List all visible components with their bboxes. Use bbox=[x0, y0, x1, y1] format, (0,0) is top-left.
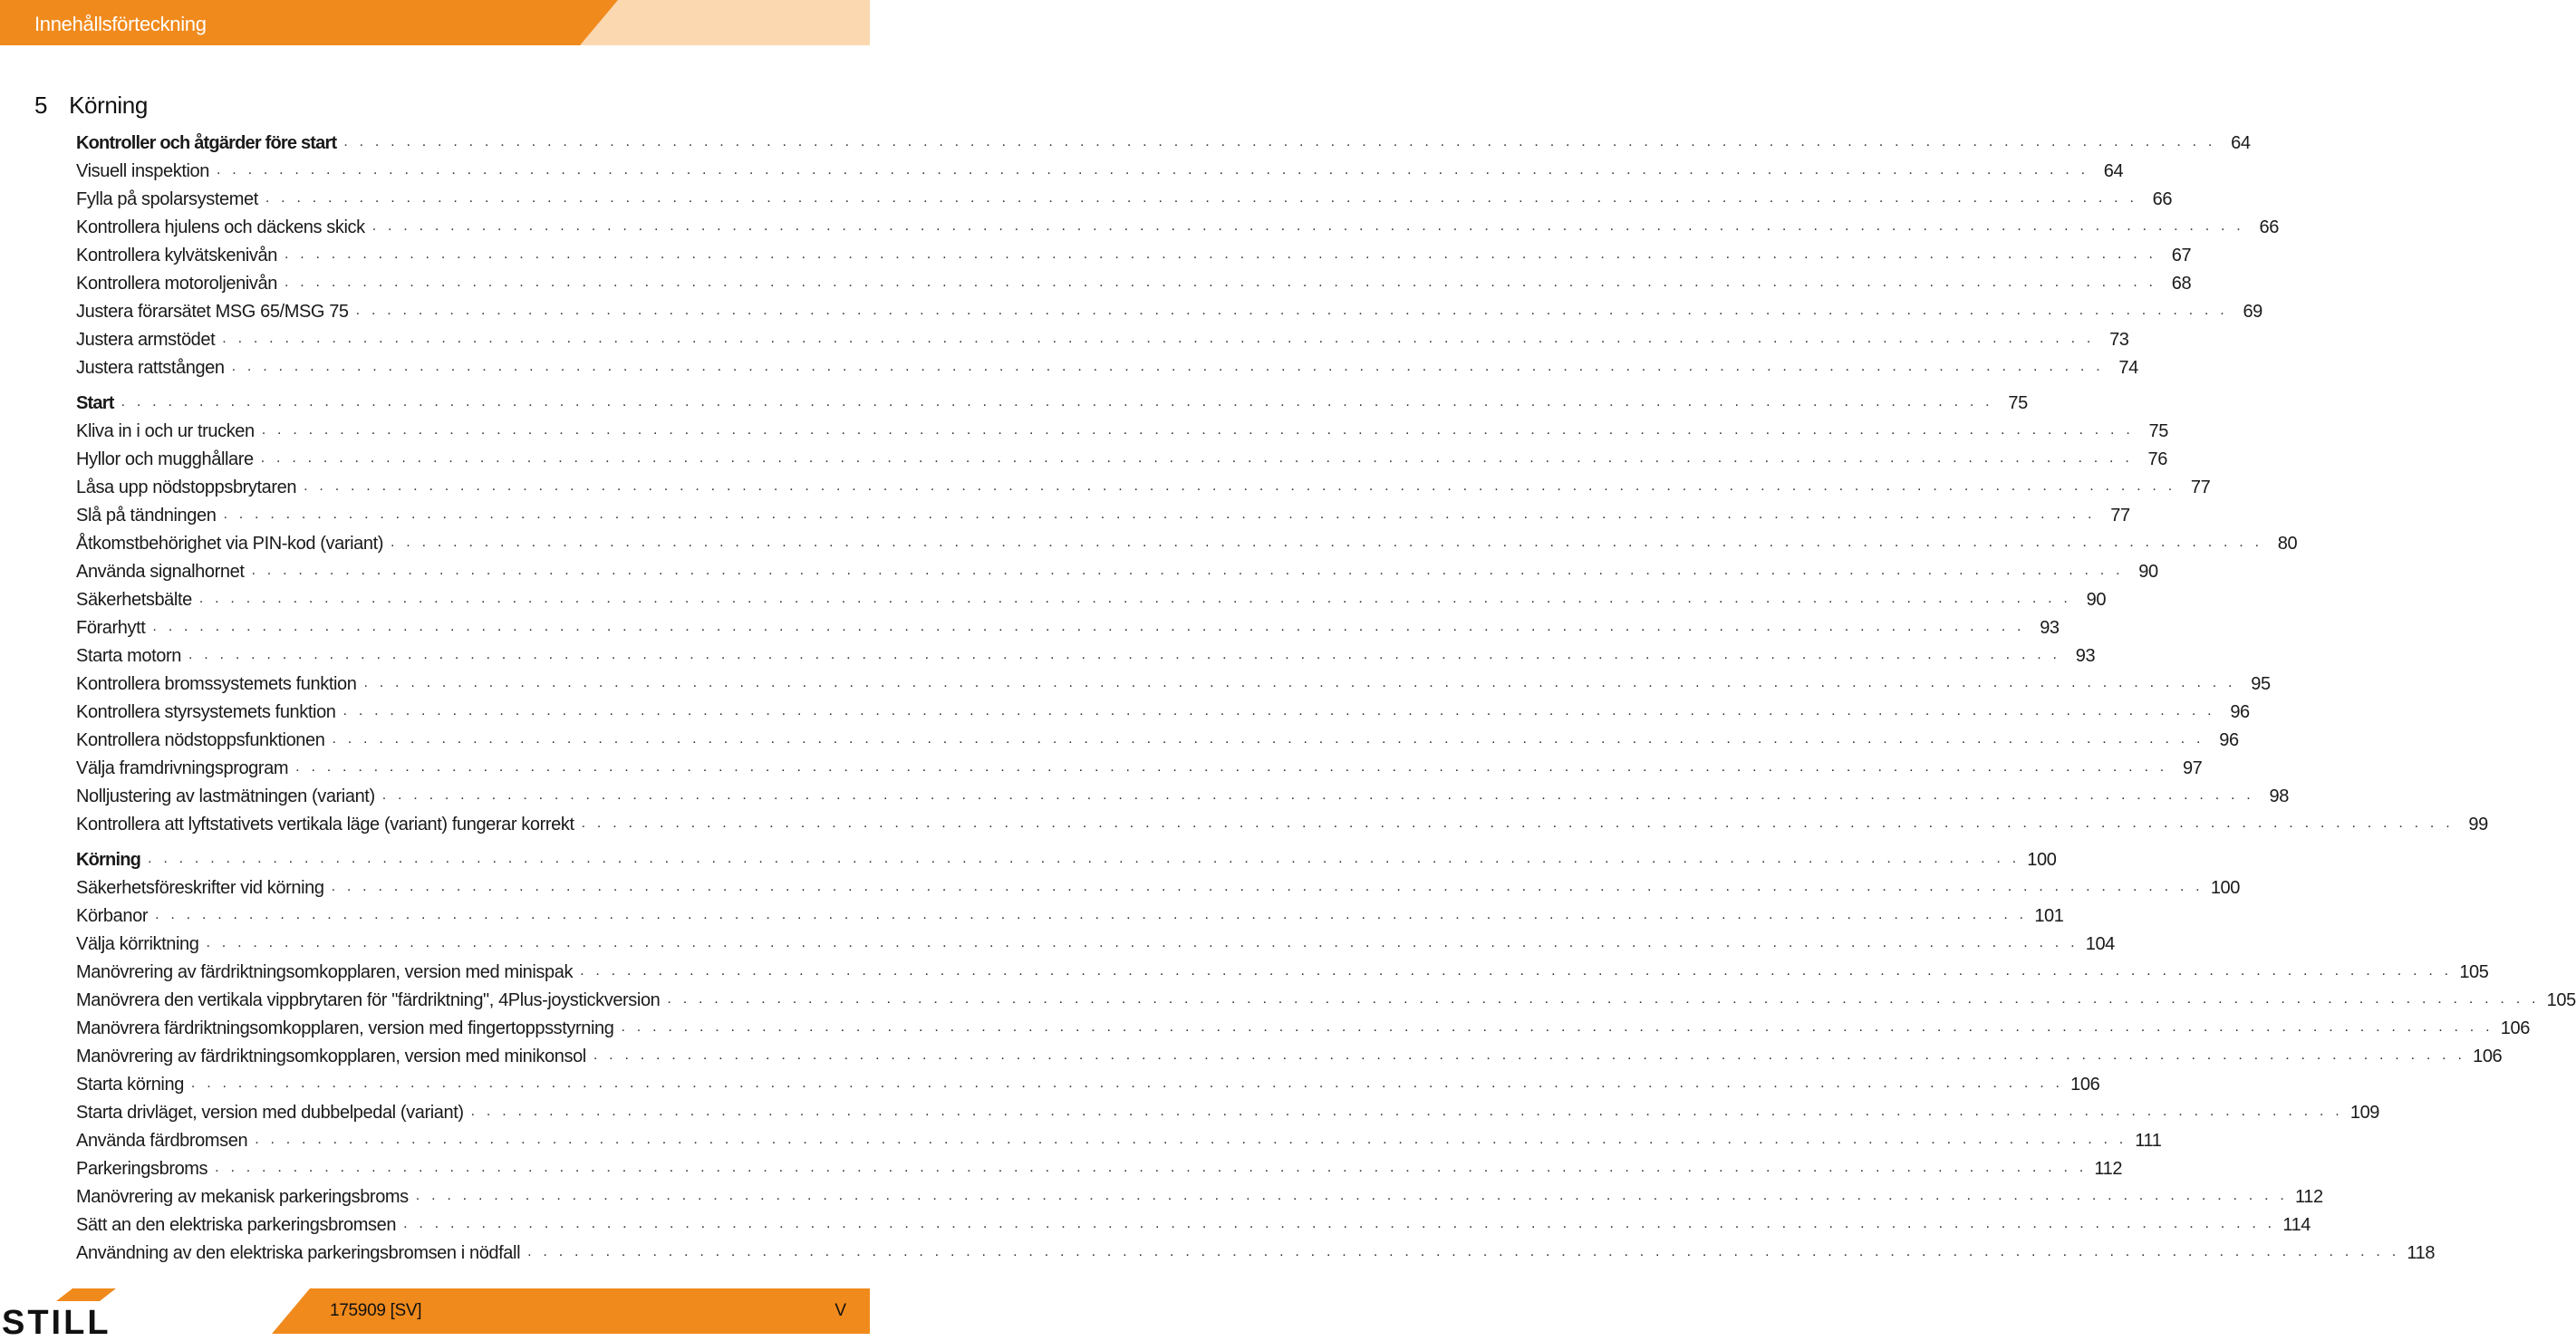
toc-entry-title: Hyllor och mugghållare bbox=[76, 449, 254, 469]
toc-entry[interactable] bbox=[76, 699, 2250, 727]
toc-section bbox=[76, 390, 2488, 839]
toc-entry-page: 90 bbox=[2086, 590, 2107, 610]
toc-entry-page: 75 bbox=[2148, 421, 2168, 441]
dot-leader: . . . . . . . . . . . . . . . . . . . . . . . . . . . . . . . . . . . . . . . . . . . . . . . . . . . . . . . . . . . . . . . . . . . . . . . . . . . . . . . . . . . . . . . . . . . . . . . . . . . . . . . . . . . . . . . . . . . . . . . . bbox=[188, 647, 2061, 662]
toc-entry-page: 76 bbox=[2147, 449, 2167, 469]
toc-entry-title: Säkerhetsbälte bbox=[76, 590, 192, 610]
toc-entry-page: 64 bbox=[2231, 133, 2251, 153]
toc-entry-title: Kontrollera att lyftstativets vertikala läge (variant) fungerar korrekt bbox=[76, 815, 574, 835]
page-number: V bbox=[835, 1301, 846, 1320]
toc-entry[interactable] bbox=[76, 502, 2130, 530]
dot-leader: . . . . . . . . . . . . . . . . . . . . . . . . . . . . . . . . . . . . . . . . . . . . . . . . . . . . . . . . . . . . . . . . . . . . . . . . . . . . . . . . . . . . . . . . . . . . . . . . . . . . . . . . . . . . . . . . . . . . . . . . bbox=[190, 1076, 2064, 1091]
dot-leader: . . . . . . . . . . . . . . . . . . . . . . . . . . . . . . . . . . . . . . . . . . . . . . . . . . . . . . . . . . . . . . . . . . . . . . . . . . . . . . . . . . . . . . . . . . . . . . . . . . . . . . . . . . . . . . . . . . . . . . . . bbox=[215, 1160, 2088, 1175]
toc-entry-page: 93 bbox=[2040, 618, 2060, 638]
toc-section-heading[interactable] bbox=[76, 390, 2028, 418]
toc-entry[interactable] bbox=[76, 1015, 2530, 1043]
dot-leader: . . . . . . . . . . . . . . . . . . . . . . . . . . . . . . . . . . . . . . . . . . . . . . . . . . . . . . . . . . . . . . . . . . . . . . . . . . . . . . . . . . . . . . . . . . . . . . . . . . . . . . . . . . . . . . . . . . . . . . . . bbox=[343, 134, 2216, 150]
dot-leader: . . . . . . . . . . . . . . . . . . . . . . . . . . . . . . . . . . . . . . . . . . . . . . . . . . . . . . . . . . . . . . . . . . . . . . . . . . . . . . . . . . . . . . . . . . . . . . . . . . . . . . . . . . . . . . . . . . . . . . . . bbox=[355, 303, 2228, 318]
dot-leader: . . . . . . . . . . . . . . . . . . . . . . . . . . . . . . . . . . . . . . . . . . . . . . . . . . . . . . . . . . . . . . . . . . . . . . . . . . . . . . . . . . . . . . . . . . . . . . . . . . . . . . . . . . . . . . . . . . . . . . . . bbox=[222, 331, 2095, 346]
toc-entry-title: Välja körriktning bbox=[76, 934, 199, 954]
toc-entry-title: Kliva in i och ur trucken bbox=[76, 421, 255, 441]
dot-leader: . . . . . . . . . . . . . . . . . . . . . . . . . . . . . . . . . . . . . . . . . . . . . . . . . . . . . . . . . . . . . . . . . . . . . . . . . . . . . . . . . . . . . . . . . . . . . . . . . . . . . . . . . . . . . . . . . . . . . . . . bbox=[206, 935, 2079, 950]
dot-leader: . . . . . . . . . . . . . . . . . . . . . . . . . . . . . . . . . . . . . . . . . . . . . . . . . . . . . . . . . . . . . . . . . . . . . . . . . . . . . . . . . . . . . . . . . . . . . . . . . . . . . . . . . . . . . . . . . . . . . . . . bbox=[363, 675, 2236, 690]
dot-leader: . . . . . . . . . . . . . . . . . . . . . . . . . . . . . . . . . . . . . . . . . . . . . . . . . . . . . . . . . . . . . . . . . . . . . . . . . . . . . . . . . . . . . . . . . . . . . . . . . . . . . . . . . . . . . . . . . . . . . . . . bbox=[265, 190, 2138, 206]
dot-leader: . . . . . . . . . . . . . . . . . . . . . . . . . . . . . . . . . . . . . . . . . . . . . . . . . . . . . . . . . . . . . . . . . . . . . . . . . . . . . . . . . . . . . . . . . . . . . . . . . . . . . . . . . . . . . . . . . . . . . . . . bbox=[284, 246, 2157, 262]
dot-leader: . . . . . . . . . . . . . . . . . . . . . . . . . . . . . . . . . . . . . . . . . . . . . . . . . . . . . . . . . . . . . . . . . . . . . . . . . . . . . . . . . . . . . . . . . . . . . . . . . . . . . . . . . . . . . . . . . . . . . . . . bbox=[261, 422, 2134, 438]
toc-entry-page: 111 bbox=[2135, 1131, 2162, 1151]
dot-leader: . . . . . . . . . . . . . . . . . . . . . . . . . . . . . . . . . . . . . . . . . . . . . . . . . . . . . . . . . . . . . . . . . . . . . . . . . . . . . . . . . . . . . . . . . . . . . . . . . . . . . . . . . . . . . . . . . . . . . . . . bbox=[580, 963, 2453, 979]
toc-entry[interactable] bbox=[76, 727, 2239, 755]
toc-entry[interactable] bbox=[76, 186, 2173, 214]
brand-text: STILL bbox=[2, 1304, 111, 1341]
toc-entry-page: 105 bbox=[2459, 962, 2489, 982]
dot-leader: . . . . . . . . . . . . . . . . . . . . . . . . . . . . . . . . . . . . . . . . . . . . . . . . . . . . . . . . . . . . . . . . . . . . . . . . . . . . . . . . . . . . . . . . . . . . . . . . . . . . . . . . . . . . . . . . . . . . . . . . bbox=[343, 703, 2215, 719]
toc-entry-title: Nolljustering av lastmätningen (variant) bbox=[76, 786, 375, 806]
toc-entry-title: Välja framdrivningsprogram bbox=[76, 758, 289, 778]
toc-entry[interactable] bbox=[76, 586, 2107, 614]
toc-entry[interactable] bbox=[76, 811, 2488, 839]
table-of-contents bbox=[76, 130, 2576, 1275]
dot-leader: . . . . . . . . . . . . . . . . . . . . . . . . . . . . . . . . . . . . . . . . . . . . . . . . . . . . . . . . . . . . . . . . . . . . . . . . . . . . . . . . . . . . . . . . . . . . . . . . . . . . . . . . . . . . . . . . . . . . . . . . bbox=[121, 394, 1993, 410]
toc-entry-title: Kontrollera hjulens och däckens skick bbox=[76, 217, 365, 237]
toc-entry-title: Säkerhetsföreskrifter vid körning bbox=[76, 878, 324, 898]
toc-entry-title: Använda signalhornet bbox=[76, 562, 245, 582]
toc-entry[interactable] bbox=[76, 474, 2211, 502]
page-title: Innehållsförteckning bbox=[34, 13, 207, 35]
toc-entry-page: 67 bbox=[2171, 246, 2192, 265]
toc-entry-page: 96 bbox=[2219, 730, 2239, 750]
toc-entry[interactable] bbox=[76, 755, 2203, 783]
chapter-heading bbox=[34, 92, 148, 120]
toc-section bbox=[76, 130, 2279, 382]
dot-leader: . . . . . . . . . . . . . . . . . . . . . . . . . . . . . . . . . . . . . . . . . . . . . . . . . . . . . . . . . . . . . . . . . . . . . . . . . . . . . . . . . . . . . . . . . . . . . . . . . . . . . . . . . . . . . . . . . . . . . . . . bbox=[371, 218, 2244, 234]
dot-leader: . . . . . . . . . . . . . . . . . . . . . . . . . . . . . . . . . . . . . . . . . . . . . . . . . . . . . . . . . . . . . . . . . . . . . . . . . . . . . . . . . . . . . . . . . . . . . . . . . . . . . . . . . . . . . . . . . . . . . . . . bbox=[295, 759, 2168, 775]
toc-entry-title: Förarhytt bbox=[76, 618, 146, 638]
toc-entry-title: Slå på tändningen bbox=[76, 506, 217, 526]
toc-entry[interactable] bbox=[76, 530, 2298, 558]
toc-entry[interactable] bbox=[76, 902, 2064, 931]
dot-leader: . . . . . . . . . . . . . . . . . . . . . . . . . . . . . . . . . . . . . . . . . . . . . . . . . . . . . . . . . . . . . . . . . . . . . . . . . . . . . . . . . . . . . . . . . . . . . . . . . . . . . . . . . . . . . . . . . . . . . . . . bbox=[593, 1047, 2466, 1063]
toc-entry[interactable] bbox=[76, 874, 2240, 902]
toc-entry-page: 66 bbox=[2152, 189, 2173, 209]
toc-entry[interactable] bbox=[76, 642, 2096, 670]
toc-entry-title: Manövrera den vertikala vippbrytaren för "färdriktning", 4Plus-joystickversion bbox=[76, 990, 661, 1010]
toc-entry-page: 69 bbox=[2243, 302, 2262, 322]
toc-entry-title: Justera armstödet bbox=[76, 330, 216, 350]
dot-leader: . . . . . . . . . . . . . . . . . . . . . . . . . . . . . . . . . . . . . . . . . . . . . . . . . . . . . . . . . . . . . . . . . . . . . . . . . . . . . . . . . . . . . . . . . . . . . . . . . . . . . . . . . . . . . . . . . . . . . . . . bbox=[304, 478, 2176, 494]
toc-entry[interactable] bbox=[76, 614, 2060, 642]
dot-leader: . . . . . . . . . . . . . . . . . . . . . . . . . . . . . . . . . . . . . . . . . . . . . . . . . . . . . . . . . . . . . . . . . . . . . . . . . . . . . . . . . . . . . . . . . . . . . . . . . . . . . . . . . . . . . . . . . . . . . . . . bbox=[527, 1244, 2400, 1259]
toc-entry[interactable] bbox=[76, 446, 2167, 474]
chapter-number: 5 bbox=[34, 92, 48, 119]
toc-entry-page: 93 bbox=[2075, 646, 2096, 666]
toc-entry[interactable] bbox=[76, 670, 2271, 699]
dot-leader: . . . . . . . . . . . . . . . . . . . . . . . . . . . . . . . . . . . . . . . . . . . . . . . . . . . . . . . . . . . . . . . . . . . . . . . . . . . . . . . . . . . . . . . . . . . . . . . . . . . . . . . . . . . . . . . . . . . . . . . . bbox=[332, 731, 2205, 747]
toc-entry-title: Kontrollera kylvätskenivån bbox=[76, 246, 277, 265]
toc-entry[interactable] bbox=[76, 959, 2489, 987]
toc-entry[interactable] bbox=[76, 158, 2124, 186]
dot-leader: . . . . . . . . . . . . . . . . . . . . . . . . . . . . . . . . . . . . . . . . . . . . . . . . . . . . . . . . . . . . . . . . . . . . . . . . . . . . . . . . . . . . . . . . . . . . . . . . . . . . . . . . . . . . . . . . . . . . . . . . bbox=[391, 535, 2263, 550]
dot-leader: . . . . . . . . . . . . . . . . . . . . . . . . . . . . . . . . . . . . . . . . . . . . . . . . . . . . . . . . . . . . . . . . . . . . . . . . . . . . . . . . . . . . . . . . . . . . . . . . . . . . . . . . . . . . . . . . . . . . . . . . bbox=[198, 591, 2072, 606]
toc-entry[interactable] bbox=[76, 1211, 2311, 1240]
toc-entry[interactable] bbox=[76, 987, 2576, 1015]
dot-leader: . . . . . . . . . . . . . . . . . . . . . . . . . . . . . . . . . . . . . . . . . . . . . . . . . . . . . . . . . . . . . . . . . . . . . . . . . . . . . . . . . . . . . . . . . . . . . . . . . . . . . . . . . . . . . . . . . . . . . . . . bbox=[152, 619, 2025, 634]
toc-entry-title: Manövrering av mekanisk parkeringsbroms bbox=[76, 1187, 409, 1207]
toc-entry-page: 105 bbox=[2546, 990, 2576, 1010]
toc-entry-title: Körbanor bbox=[76, 906, 149, 926]
toc-entry-title: Använda färdbromsen bbox=[76, 1131, 248, 1151]
toc-entry-page: 74 bbox=[2118, 358, 2138, 378]
toc-entry-page: 90 bbox=[2138, 562, 2158, 582]
toc-entry-page: 114 bbox=[2282, 1215, 2311, 1235]
toc-entry-title: Manövrering av färdriktningsomkopplaren, version med minispak bbox=[76, 962, 574, 982]
toc-entry-page: 95 bbox=[2251, 674, 2271, 694]
toc-entry-title: Starta motorn bbox=[76, 646, 181, 666]
toc-entry-title: Kontrollera bromssystemets funktion bbox=[76, 674, 357, 694]
dot-leader: . . . . . . . . . . . . . . . . . . . . . . . . . . . . . . . . . . . . . . . . . . . . . . . . . . . . . . . . . . . . . . . . . . . . . . . . . . . . . . . . . . . . . . . . . . . . . . . . . . . . . . . . . . . . . . . . . . . . . . . . bbox=[667, 991, 2540, 1007]
dot-leader: . . . . . . . . . . . . . . . . . . . . . . . . . . . . . . . . . . . . . . . . . . . . . . . . . . . . . . . . . . . . . . . . . . . . . . . . . . . . . . . . . . . . . . . . . . . . . . . . . . . . . . . . . . . . . . . . . . . . . . . . bbox=[415, 1188, 2289, 1203]
toc-entry-title: Visuell inspektion bbox=[76, 161, 209, 181]
dot-leader: . . . . . . . . . . . . . . . . . . . . . . . . . . . . . . . . . . . . . . . . . . . . . . . . . . . . . . . . . . . . . . . . . . . . . . . . . . . . . . . . . . . . . . . . . . . . . . . . . . . . . . . . . . . . . . . . . . . . . . . . bbox=[331, 879, 2204, 894]
chapter-title: Körning bbox=[69, 92, 148, 119]
toc-entry[interactable] bbox=[76, 1099, 2380, 1127]
toc-entry-page: 68 bbox=[2171, 274, 2192, 294]
dot-leader: . . . . . . . . . . . . . . . . . . . . . . . . . . . . . . . . . . . . . . . . . . . . . . . . . . . . . . . . . . . . . . . . . . . . . . . . . . . . . . . . . . . . . . . . . . . . . . . . . . . . . . . . . . . . . . . . . . . . . . . . bbox=[223, 506, 2096, 522]
toc-entry-page: 106 bbox=[2070, 1075, 2100, 1095]
toc-entry-page: 96 bbox=[2230, 702, 2250, 722]
toc-section-heading[interactable] bbox=[76, 130, 2251, 158]
toc-entry-title: Start bbox=[76, 393, 114, 413]
toc-entry-page: 77 bbox=[2110, 506, 2130, 526]
toc-entry-title: Kontroller och åtgärder före start bbox=[76, 133, 337, 153]
dot-leader: . . . . . . . . . . . . . . . . . . . . . . . . . . . . . . . . . . . . . . . . . . . . . . . . . . . . . . . . . . . . . . . . . . . . . . . . . . . . . . . . . . . . . . . . . . . . . . . . . . . . . . . . . . . . . . . . . . . . . . . . bbox=[231, 359, 2104, 374]
toc-entry-page: 112 bbox=[2295, 1187, 2323, 1207]
toc-entry-title: Sätt an den elektriska parkeringsbromsen bbox=[76, 1215, 397, 1235]
toc-entry-page: 75 bbox=[2008, 393, 2028, 413]
dot-leader: . . . . . . . . . . . . . . . . . . . . . . . . . . . . . . . . . . . . . . . . . . . . . . . . . . . . . . . . . . . . . . . . . . . . . . . . . . . . . . . . . . . . . . . . . . . . . . . . . . . . . . . . . . . . . . . . . . . . . . . . bbox=[284, 275, 2157, 290]
toc-entry-page: 100 bbox=[2210, 878, 2240, 898]
toc-section bbox=[76, 846, 2576, 1268]
toc-entry[interactable] bbox=[76, 1071, 2100, 1099]
toc-entry[interactable] bbox=[76, 242, 2192, 270]
toc-section-heading[interactable] bbox=[76, 846, 2057, 874]
still-logo bbox=[0, 1288, 163, 1341]
dot-leader: . . . . . . . . . . . . . . . . . . . . . . . . . . . . . . . . . . . . . . . . . . . . . . . . . . . . . . . . . . . . . . . . . . . . . . . . . . . . . . . . . . . . . . . . . . . . . . . . . . . . . . . . . . . . . . . . . . . . . . . . bbox=[581, 815, 2454, 831]
toc-entry-page: 104 bbox=[2085, 934, 2115, 954]
toc-entry[interactable] bbox=[76, 418, 2168, 446]
toc-entry-page: 100 bbox=[2027, 850, 2057, 870]
dot-leader: . . . . . . . . . . . . . . . . . . . . . . . . . . . . . . . . . . . . . . . . . . . . . . . . . . . . . . . . . . . . . . . . . . . . . . . . . . . . . . . . . . . . . . . . . . . . . . . . . . . . . . . . . . . . . . . . . . . . . . . . bbox=[216, 162, 2089, 178]
toc-entry-title: Kontrollera motoroljenivån bbox=[76, 274, 277, 294]
toc-entry-page: 106 bbox=[2500, 1018, 2530, 1038]
dot-leader: . . . . . . . . . . . . . . . . . . . . . . . . . . . . . . . . . . . . . . . . . . . . . . . . . . . . . . . . . . . . . . . . . . . . . . . . . . . . . . . . . . . . . . . . . . . . . . . . . . . . . . . . . . . . . . . . . . . . . . . . bbox=[621, 1019, 2494, 1035]
toc-entry-page: 66 bbox=[2259, 217, 2279, 237]
toc-entry-page: 109 bbox=[2349, 1103, 2380, 1123]
document-number: 175909 [SV] bbox=[330, 1301, 422, 1320]
toc-entry[interactable] bbox=[76, 270, 2192, 298]
dot-leader: . . . . . . . . . . . . . . . . . . . . . . . . . . . . . . . . . . . . . . . . . . . . . . . . . . . . . . . . . . . . . . . . . . . . . . . . . . . . . . . . . . . . . . . . . . . . . . . . . . . . . . . . . . . . . . . . . . . . . . . . bbox=[470, 1104, 2343, 1119]
toc-entry-title: Manövrera färdriktningsomkopplaren, version med fingertoppsstyrning bbox=[76, 1018, 614, 1038]
toc-entry-title: Körning bbox=[76, 850, 141, 870]
header-band-accent bbox=[580, 0, 870, 45]
toc-entry-title: Parkeringsbroms bbox=[76, 1159, 208, 1179]
toc-entry-title: Låsa upp nödstoppsbrytaren bbox=[76, 478, 297, 497]
toc-entry-page: 118 bbox=[2407, 1243, 2436, 1263]
toc-entry-title: Kontrollera nödstoppsfunktionen bbox=[76, 730, 325, 750]
dot-leader: . . . . . . . . . . . . . . . . . . . . . . . . . . . . . . . . . . . . . . . . . . . . . . . . . . . . . . . . . . . . . . . . . . . . . . . . . . . . . . . . . . . . . . . . . . . . . . . . . . . . . . . . . . . . . . . . . . . . . . . . bbox=[255, 1132, 2127, 1147]
dot-leader: . . . . . . . . . . . . . . . . . . . . . . . . . . . . . . . . . . . . . . . . . . . . . . . . . . . . . . . . . . . . . . . . . . . . . . . . . . . . . . . . . . . . . . . . . . . . . . . . . . . . . . . . . . . . . . . . . . . . . . . . bbox=[403, 1216, 2276, 1231]
toc-entry-page: 73 bbox=[2109, 330, 2129, 350]
toc-entry[interactable] bbox=[76, 1127, 2162, 1155]
dot-leader: . . . . . . . . . . . . . . . . . . . . . . . . . . . . . . . . . . . . . . . . . . . . . . . . . . . . . . . . . . . . . . . . . . . . . . . . . . . . . . . . . . . . . . . . . . . . . . . . . . . . . . . . . . . . . . . . . . . . . . . . bbox=[148, 851, 2021, 866]
toc-entry-page: 77 bbox=[2190, 478, 2211, 497]
dot-leader: . . . . . . . . . . . . . . . . . . . . . . . . . . . . . . . . . . . . . . . . . . . . . . . . . . . . . . . . . . . . . . . . . . . . . . . . . . . . . . . . . . . . . . . . . . . . . . . . . . . . . . . . . . . . . . . . . . . . . . . . bbox=[260, 450, 2133, 466]
toc-entry-title: Justera rattstången bbox=[76, 358, 225, 378]
toc-entry[interactable] bbox=[76, 354, 2138, 382]
toc-entry[interactable] bbox=[76, 214, 2279, 242]
toc-entry-page: 99 bbox=[2468, 815, 2488, 835]
toc-entry-title: Starta körning bbox=[76, 1075, 184, 1095]
dot-leader: . . . . . . . . . . . . . . . . . . . . . . . . . . . . . . . . . . . . . . . . . . . . . . . . . . . . . . . . . . . . . . . . . . . . . . . . . . . . . . . . . . . . . . . . . . . . . . . . . . . . . . . . . . . . . . . . . . . . . . . . bbox=[381, 787, 2254, 803]
toc-entry[interactable] bbox=[76, 1183, 2323, 1211]
toc-entry-title: Starta drivläget, version med dubbelpedal (variant) bbox=[76, 1103, 464, 1123]
toc-entry-page: 98 bbox=[2269, 786, 2289, 806]
toc-entry-page: 101 bbox=[2034, 906, 2064, 926]
toc-entry-title: Användning av den elektriska parkeringsbromsen i nödfall bbox=[76, 1243, 521, 1263]
toc-entry[interactable] bbox=[76, 298, 2262, 326]
toc-entry-page: 112 bbox=[2094, 1159, 2123, 1179]
toc-entry[interactable] bbox=[76, 1155, 2123, 1183]
toc-entry[interactable] bbox=[76, 1240, 2436, 1268]
toc-entry-title: Åtkomstbehörighet via PIN-kod (variant) bbox=[76, 534, 383, 554]
toc-entry[interactable] bbox=[76, 1043, 2503, 1071]
toc-entry[interactable] bbox=[76, 931, 2115, 959]
toc-entry-page: 64 bbox=[2103, 161, 2124, 181]
toc-entry-page: 97 bbox=[2182, 758, 2203, 778]
toc-entry[interactable] bbox=[76, 326, 2129, 354]
toc-entry-title: Kontrollera styrsystemets funktion bbox=[76, 702, 336, 722]
toc-entry-title: Fylla på spolarsystemet bbox=[76, 189, 258, 209]
toc-entry[interactable] bbox=[76, 558, 2158, 586]
toc-entry-page: 106 bbox=[2473, 1047, 2503, 1066]
toc-entry-title: Justera förarsätet MSG 65/MSG 75 bbox=[76, 302, 349, 322]
toc-entry-title: Manövrering av färdriktningsomkopplaren, version med minikonsol bbox=[76, 1047, 586, 1066]
toc-entry[interactable] bbox=[76, 783, 2289, 811]
dot-leader: . . . . . . . . . . . . . . . . . . . . . . . . . . . . . . . . . . . . . . . . . . . . . . . . . . . . . . . . . . . . . . . . . . . . . . . . . . . . . . . . . . . . . . . . . . . . . . . . . . . . . . . . . . . . . . . . . . . . . . . . bbox=[155, 907, 2028, 922]
dot-leader: . . . . . . . . . . . . . . . . . . . . . . . . . . . . . . . . . . . . . . . . . . . . . . . . . . . . . . . . . . . . . . . . . . . . . . . . . . . . . . . . . . . . . . . . . . . . . . . . . . . . . . . . . . . . . . . . . . . . . . . . bbox=[251, 563, 2124, 578]
toc-entry-page: 80 bbox=[2277, 534, 2298, 554]
